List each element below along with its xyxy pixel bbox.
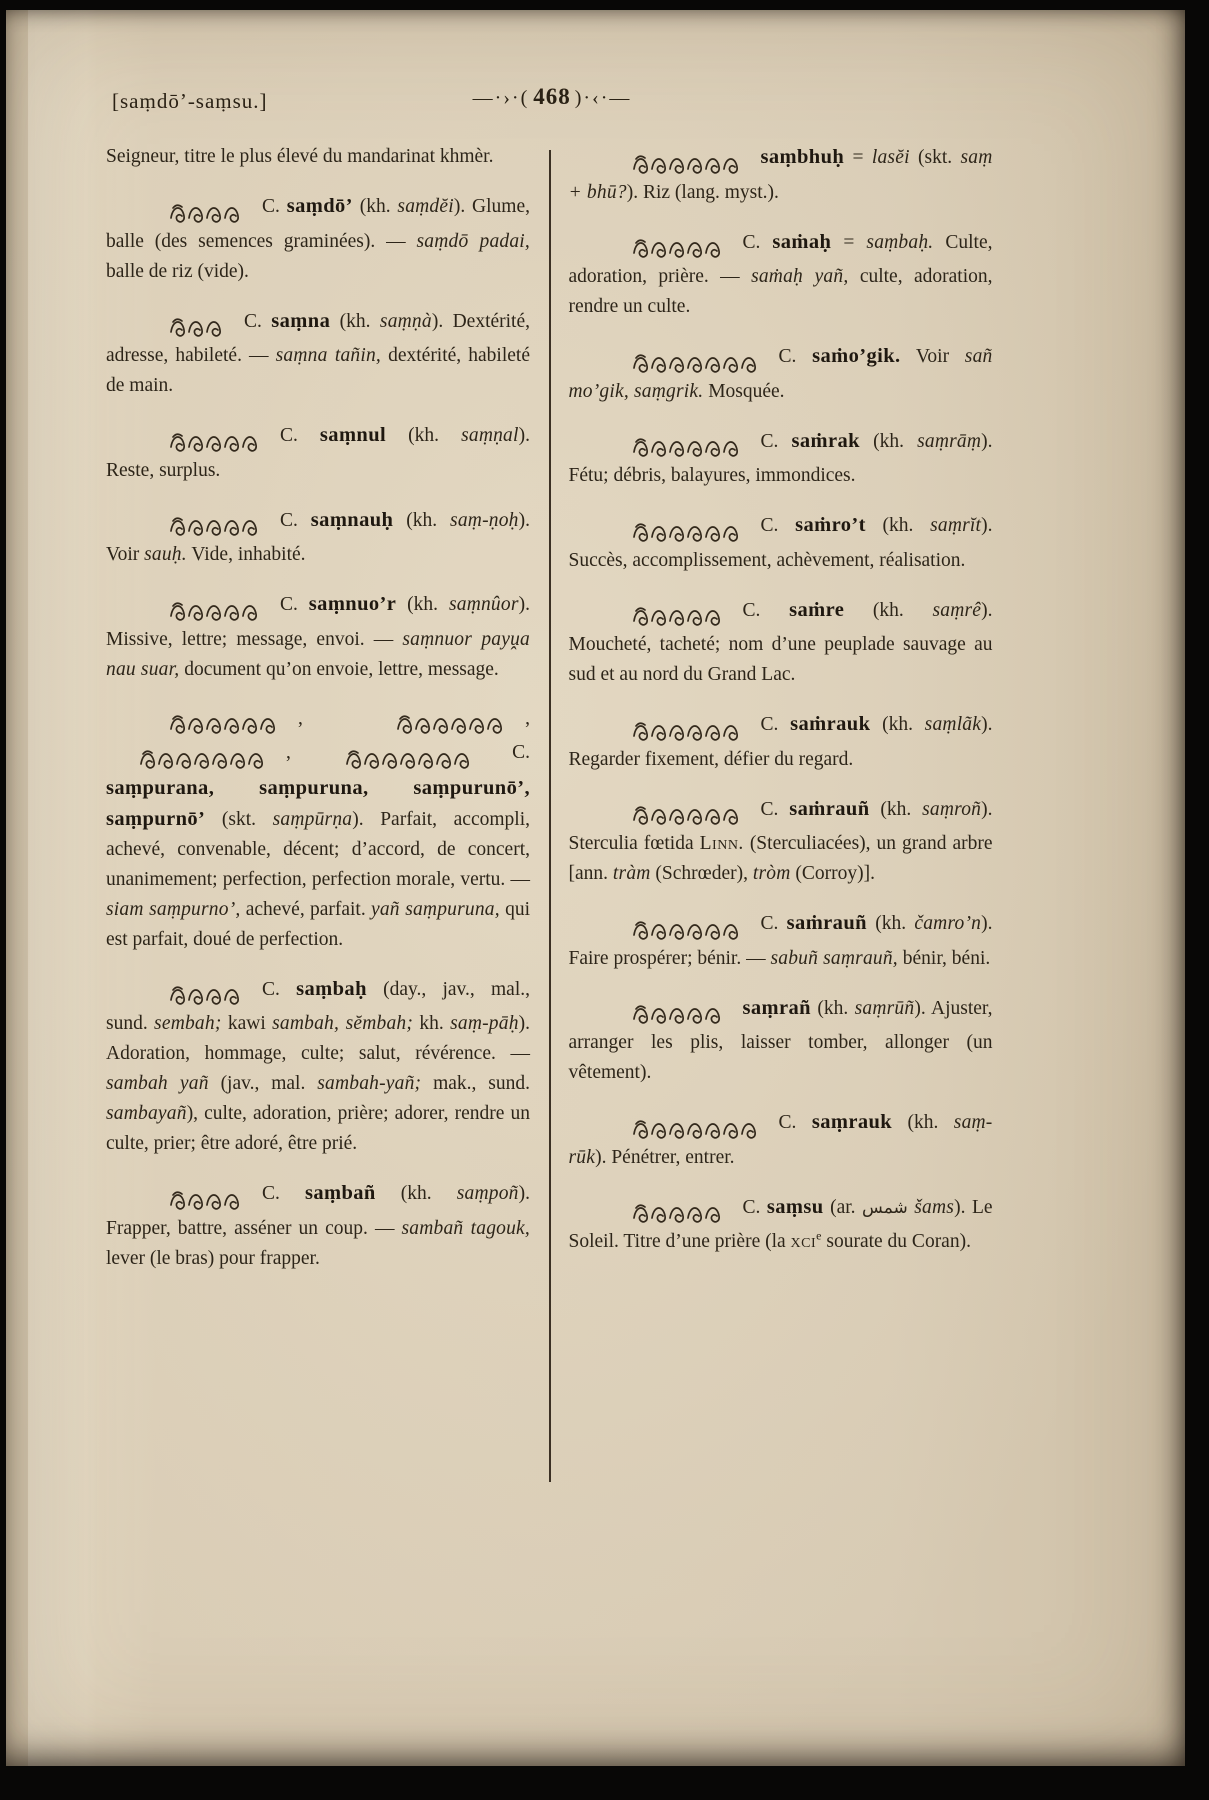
khmer-script: [601, 604, 731, 630]
dictionary-entry: C. saṃbaḥ (day., jav., mal., sund. sembah; kawi sambah, sĕmbah; kh. saṃ-pāḥ). Adoration, hommage, culte; salut, révérence. — sambah yañ (jav., mal. sambah-yañ; mak., sund. sambayañ), culte, adoration, prière; adorer, rendre un culte, prier; être adoré, être prié.: [106, 977, 531, 1155]
dictionary-entry: C. saṁrauñ (kh. čamro’n). Faire prospérer; bénir. — sabuñ saṃrauñ, bénir, béni.: [568, 912, 993, 969]
dictionary-entry: C. saṁo’gik. Voir sañ mo’gik, saṃgrik. Mosquée.: [568, 345, 993, 402]
khmer-script: [138, 430, 268, 456]
dictionary-entry: C. saṁrauk (kh. saṃlãk). Regarder fixement, défier du regard.: [568, 713, 993, 770]
khmer-script: [108, 747, 274, 773]
dictionary-entry: C. saṃnuo’r (kh. saṃnûor). Missive, lettre; message, envoi. — saṃnuor payṷa nau suar, document qu’on envoie, lettre, message.: [106, 593, 530, 680]
khmer-script: [314, 747, 480, 773]
guide-words: [saṃdō’-saṃsu.]: [112, 89, 268, 113]
khmer-script: [138, 315, 232, 341]
page-number: 468: [533, 84, 571, 109]
dictionary-entry: C. saṃdō’ (kh. saṃdĕi). Glume, balle (des semences graminées). — saṃdō padai, balle de riz (vide).: [106, 195, 530, 282]
dictionary-entry: , , , C. saṃpurana, saṃpuruna, saṃpurunō’, saṃpurnō’ (skt. saṃpūrṇa). Parfait, accompli, achevé, convenable, décent; d’accord, de concert, unanimement; perfection, perfection morale, vertu. — siam saṃpurno’, achevé, parfait. yañ saṃpuruna, qui est parfait, doué de perfection.: [106, 707, 530, 950]
dictionary-entry: C. saṃrauk (kh. saṃ-rūk). Pénétrer, entrer.: [568, 1111, 993, 1168]
page-header: [106, 82, 998, 128]
two-column-text: [106, 142, 998, 1482]
folio-ornament-right: )·‹·—: [574, 87, 632, 109]
folio: [473, 82, 632, 113]
page-paper: [6, 10, 1185, 1766]
dictionary-entry: C. saṁrak (kh. saṃrāṃ). Fétu; débris, balayures, immondices.: [568, 429, 993, 487]
khmer-script: [601, 918, 749, 944]
right-column: [569, 142, 993, 1257]
dictionary-entry: C. saṃnauḥ (kh. saṃ-ṇoḥ). Voir sauḥ. Vide, inhabité.: [106, 508, 530, 566]
khmer-script: [601, 1002, 731, 1028]
khmer-script: [601, 351, 767, 377]
page-content: [106, 82, 998, 1482]
khmer-script: [138, 599, 268, 625]
khmer-script: [601, 152, 749, 178]
dictionary-entry: C. saṃsu (ar. شمس šams). Le Soleil. Titre d’une prière (la xci$^e$ sourate du Coran).: [568, 1195, 993, 1253]
dictionary-entry: C. saṁro’t (kh. saṃrĭt). Succès, accomplissement, achèvement, réalisation.: [568, 514, 993, 571]
folio-ornament-left: —·›·(: [472, 87, 530, 109]
continuation-paragraph: Seigneur, titre le plus élevé du mandarinat khmèr.: [106, 146, 494, 167]
khmer-script: [601, 520, 749, 546]
khmer-script: [138, 201, 250, 227]
khmer-script: [138, 712, 286, 738]
dictionary-entry: saṃbhuḥ = lasĕi (skt. saṃ + bhū?). Riz (lang. myst.).: [568, 146, 993, 203]
khmer-script: [601, 1117, 767, 1143]
khmer-script: [601, 236, 731, 262]
khmer-script: [138, 1188, 250, 1214]
dictionary-entry: C. saṁaḥ = saṃbaḥ. Culte, adoration, prière. — saṁaḥ yañ, culte, adoration, rendre un culte.: [568, 230, 993, 318]
khmer-script: [138, 983, 250, 1009]
khmer-script: [601, 719, 749, 745]
dictionary-entry: C. saṁrauñ (kh. saṃroñ). Sterculia fœtida Linn. (Sterculiacées), un grand arbre [ann. tràm (Schrœder), tròm (Corroy)].: [568, 797, 993, 885]
left-column: [106, 142, 530, 1274]
dictionary-entry: C. saṃbañ (kh. saṃpoñ). Frapper, battre, asséner un coup. — sambañ tagouk, lever (le bras) pour frapper.: [106, 1182, 530, 1269]
khmer-script: [601, 1201, 731, 1227]
dictionary-entry: C. saṃna (kh. saṃṇà). Dextérité, adresse, habileté. — saṃna tañin, dextérité, habileté de main.: [106, 309, 531, 397]
khmer-script: [601, 435, 749, 461]
khmer-script: [138, 514, 268, 540]
column-divider-rule: [549, 150, 551, 1482]
dictionary-entry: C. saṁre (kh. saṃrê). Moucheté, tacheté; nom d’une peuplade sauvage au sud et au nord du Grand Lac.: [568, 598, 993, 686]
dictionary-entry: C. saṃnul (kh. saṃṇal). Reste, surplus.: [106, 424, 530, 481]
khmer-script: [365, 712, 513, 738]
dictionary-entry: saṃrañ (kh. saṃrūñ). Ajuster, arranger les plis, laisser tomber, allonger (un vêtement).: [568, 996, 993, 1084]
khmer-script: [601, 803, 749, 829]
